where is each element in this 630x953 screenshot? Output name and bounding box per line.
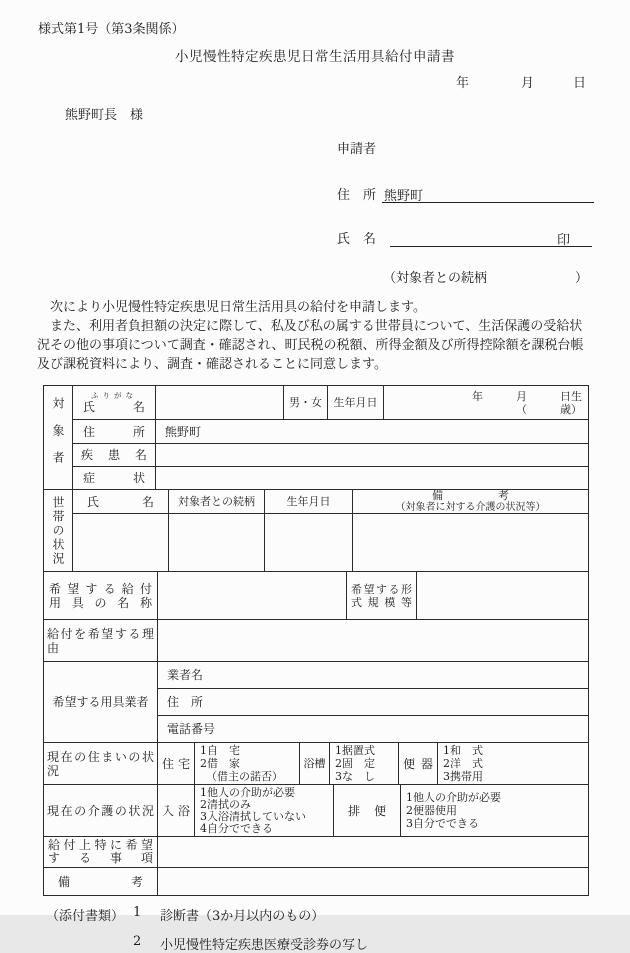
subject-group-label: 対象者: [44, 386, 73, 489]
bathing-options: 1他人の介助が必要 2清拭のみ 3入浴清拭していない 4自分でできる: [195, 785, 334, 836]
household-relation-input-cell[interactable]: [169, 514, 265, 571]
reason-label-cell: 給付を希望する理由: [44, 620, 158, 661]
subject-symptom-label-cell: 症状: [73, 467, 156, 489]
relation-note: [383, 267, 588, 286]
housing-label-cell: 現在の住まいの状況: [44, 743, 158, 784]
subject-dob-format-cell[interactable]: [384, 386, 588, 419]
remarks-input-cell[interactable]: [158, 868, 588, 895]
household-relation-header: 対象者との続柄: [169, 490, 265, 513]
equipment-label-cell: 希望する給付 用具の名称: [44, 572, 158, 619]
supplier-name-row[interactable]: 業者名: [167, 668, 204, 682]
attachments-label: （添付書類）: [46, 909, 125, 924]
household-name-input-cell[interactable]: [73, 514, 169, 571]
supplier-phone-row[interactable]: 電話番号: [167, 722, 216, 736]
care-label-cell: 現在の介護の状況: [44, 785, 158, 836]
intro-paragraph-1: 次により小児慢性特定疾患児日常生活用具の給付を申請します。: [50, 300, 426, 315]
subject-dob-label-cell: 生年月日: [328, 386, 384, 419]
toilet-options: 1和 式 2洋 式 3携帯用: [443, 744, 483, 783]
reason-row: [44, 620, 588, 662]
subject-symptom-input-cell[interactable]: [156, 467, 588, 489]
subject-name-label-cell: [73, 386, 156, 419]
household-section: [44, 490, 588, 572]
excretion-options: 1他人の介助が必要 2便器使用 3自分でできる: [406, 791, 501, 830]
attachment-item-1: （添付書類） 1 診断書（3か月以内のもの）: [46, 905, 325, 924]
excretion-label-cell: 排便: [334, 785, 401, 836]
subject-name-input-cell[interactable]: [156, 386, 284, 419]
equipment-input-cell[interactable]: [158, 572, 347, 619]
equipment-row: [44, 572, 588, 620]
household-name-header: 氏名: [73, 490, 169, 513]
supplier-label-cell: 希望する用具業者: [44, 662, 158, 742]
special-request-label-cell: 給付上特に希望 する事項: [44, 837, 158, 867]
subject-name-label: 氏名: [83, 400, 145, 414]
remarks-label-cell: 備考: [44, 868, 158, 895]
application-table: [43, 385, 589, 896]
subject-address-value-cell[interactable]: 熊野町: [165, 424, 202, 439]
subject-disease-label-cell: 疾患名: [73, 444, 156, 466]
dob-format-line2: （ 歳）: [516, 402, 582, 416]
applicant-name-field[interactable]: 印: [390, 229, 592, 247]
household-remarks-input-cell[interactable]: [353, 514, 588, 571]
subject-gender-cell: 男・女: [284, 386, 328, 419]
applicant-name-line: [337, 228, 630, 247]
page-title: 小児慢性特定疾患児日常生活用具給付申請書: [175, 49, 455, 65]
bathtub-label-cell: 浴槽: [300, 743, 330, 784]
care-row: [44, 785, 588, 837]
house-type-options: 1自 宅 2借 家 （借主の諾否）: [195, 743, 300, 784]
form-number: 様式第1号（第3条関係）: [38, 22, 185, 37]
special-request-row: [44, 837, 588, 868]
household-dob-header: 生年月日: [265, 490, 353, 513]
addressee: 熊野町長 様: [65, 108, 144, 123]
remarks-row: [44, 868, 588, 895]
applicant-label: 申請者: [337, 142, 377, 157]
intro-paragraphs: [37, 298, 593, 374]
supplier-address-row[interactable]: 住 所: [167, 695, 204, 709]
reason-input-cell[interactable]: [158, 620, 588, 661]
household-dob-input-cell[interactable]: [265, 514, 353, 571]
relation-note-close: ）: [574, 271, 588, 286]
subject-section: [44, 386, 588, 490]
relation-note-open: （対象者との続柄: [383, 271, 488, 286]
bathtub-options: 1据置式 2固 定 3な し: [330, 743, 399, 784]
furigana-label: ふりがな: [91, 391, 137, 400]
subject-disease-input-cell[interactable]: [156, 444, 588, 466]
household-remarks-header: 備 考 （対象者に対する介護の状況等）: [395, 490, 546, 513]
applicant-address-label: 住 所: [337, 188, 377, 203]
applicant-address-field[interactable]: 熊野町: [382, 185, 594, 203]
intro-paragraph-2: また、利用者負担額の決定に際して、私及び私の属する世帯員について、生活保護の受給状況その他の事項について調査・確認され、町民税の税額、所得金額及び所得控除額を課税台帳及び課税資料により、調査・確認されることに同意します。: [37, 319, 584, 372]
house-type-label-cell: 住宅: [158, 743, 195, 784]
dob-format-line1: 年 月 日生: [472, 389, 582, 403]
household-group-label: 世帯の状況: [44, 490, 73, 571]
bathing-label-cell: 入浴: [158, 785, 195, 836]
toilet-label-cell: 便器: [399, 743, 438, 784]
applicant-name-label: 氏 名: [337, 232, 377, 247]
housing-row: [44, 743, 588, 785]
applicant-address-line: [337, 184, 630, 203]
date-line: 年 月 日: [455, 76, 586, 91]
equipment-spec-input-cell[interactable]: [417, 572, 588, 619]
attachments-note: [46, 905, 630, 953]
supplier-section: [44, 662, 588, 743]
special-request-input-cell[interactable]: [158, 837, 588, 867]
subject-address-label-cell: 住所: [73, 420, 156, 443]
attachment-item-2: 2 小児慢性特定疾患医療受診券の写し: [133, 934, 369, 953]
equipment-spec-label-cell: 希望する形 式規模等: [347, 572, 417, 619]
